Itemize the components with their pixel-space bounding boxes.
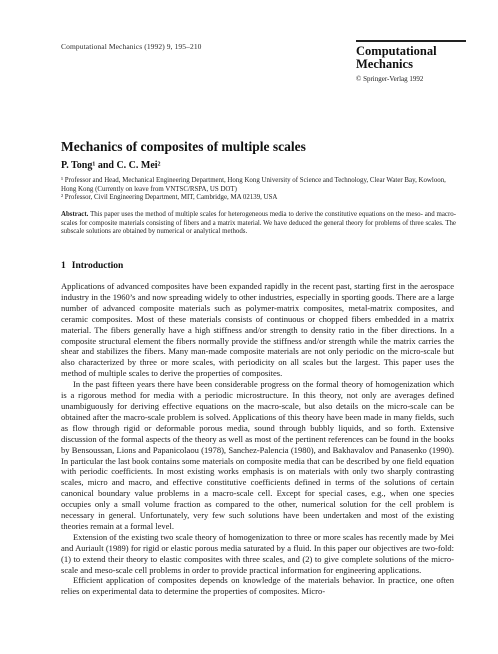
abstract-text: This paper uses the method of multiple scales for heterogeneous media to derive the constitutive equations on the meso- and macro-scales for composite materials consisting of fibers and a matrix material. We have deduced the general theory for problems of three scales. The subscale solutions are obtained by numerical or analytical methods. — [61, 211, 456, 236]
copyright-notice: © Springer-Verlag 1992 — [356, 74, 424, 83]
journal-title-line1: Computational — [356, 43, 437, 58]
abstract — [61, 211, 456, 237]
paragraph-1: Applications of advanced composites have been expanded rapidly in the recent past, starting first in the aerospace industry in the 1960’s and now spreading widely to other industries, especially in sporting goods. There are a large number of advanced composite materials such as polymer-matrix composites, metal-matrix composites, and ceramic composites. Most of these materials consists of continuous or chopped fibers embedded in a matrix material. The fibers generally have a high stiffness and/or strength to density ratio in the fiber directions. In a composite structural element the fibers normally provide the stiffness and/or strength while the matrix carries the shear and stabilizes the fibers. Many man-made composite materials are not only periodic on the micro-scale but also characterized by three or more scales, with periodicity on all scales but the largest. This paper uses the method of multiple scales to derive the properties of composites. — [61, 281, 454, 379]
paper-title: Mechanics of composites of multiple scales — [61, 139, 306, 154]
journal-masthead — [356, 40, 466, 83]
authors: P. Tong¹ and C. C. Mei² — [61, 160, 161, 171]
affiliation-2: ² Professor, Civil Engineering Department, MIT, Cambridge, MA 02139, USA — [61, 194, 278, 202]
paragraph-2: In the past fifteen years there have been considerable progress on the formal theory of homogenization which is a rigorous method for media with a periodic microstructure. In this theory, not only are averages defined unambiguously for deriving effective equations on the macro-scale, but also details on the micro-scale can be obtained after the macro-scale problem is solved. Applications of this theory have been made in many fields, such as flow through rigid or deformable porous media, sound through bubbly liquids, and so forth. Extensive discussion of the formal aspects of the theory as well as most of the pertinent references can be found in the books by Bensoussan, Lions and Papanicolaou (1978), Sanchez-Palencia (1980), and Bakhavalov and Panasenko (1990). In particular the last book contains some materials on composite media that can be described by one field equation with periodic coefficients. In most existing works emphasis is on materials with only two sharply contrasting scales, micro and macro, and effective constitutive coefficients defined in terms of the solutions of certain canonical boundary value problems in a macro-scale cell. Except for special cases, e.g., when one species occupies only a small volume fraction as compared to the other, numerical solution for the cell problem is necessary in general. Unfortunately, very few such solutions have been undertaken and most of the existing theories remain at a formal level. — [61, 379, 454, 531]
affiliations — [61, 177, 456, 203]
section-title: Introduction — [71, 261, 124, 271]
paragraph-4: Efficient application of composites depends on knowledge of the materials behavior. In practice, one often relies on experimental data to determine the properties of composites. Micro- — [61, 575, 454, 597]
affiliation-1: ¹ Professor and Head, Mechanical Engineering Department, Hong Kong University of Science and Technology, Clear Water Bay, Kowloon, Hong Kong (Currently on leave from VNTSC/RSPA, US DOT) — [61, 177, 446, 193]
abstract-label: Abstract. — [61, 211, 89, 218]
body-text — [61, 281, 454, 597]
masthead-rule — [356, 40, 466, 42]
section-heading — [61, 261, 123, 271]
running-head: Computational Mechanics (1992) 9, 195–210 — [61, 42, 202, 51]
paragraph-3: Extension of the existing two scale theory of homogenization to three or more scales has recently made by Mei and Auriault (1989) for rigid or elastic porous media saturated by a fluid. In this paper our objectives are two-fold: (1) to extend their theory to elastic composites with three scales, and (2) to give complete solutions of the micro-scale and meso-scale cell problems in order to provide practical information for engineering applications. — [61, 531, 454, 575]
journal-title-line2: Mechanics — [356, 56, 413, 71]
section-number: 1 — [61, 261, 66, 271]
